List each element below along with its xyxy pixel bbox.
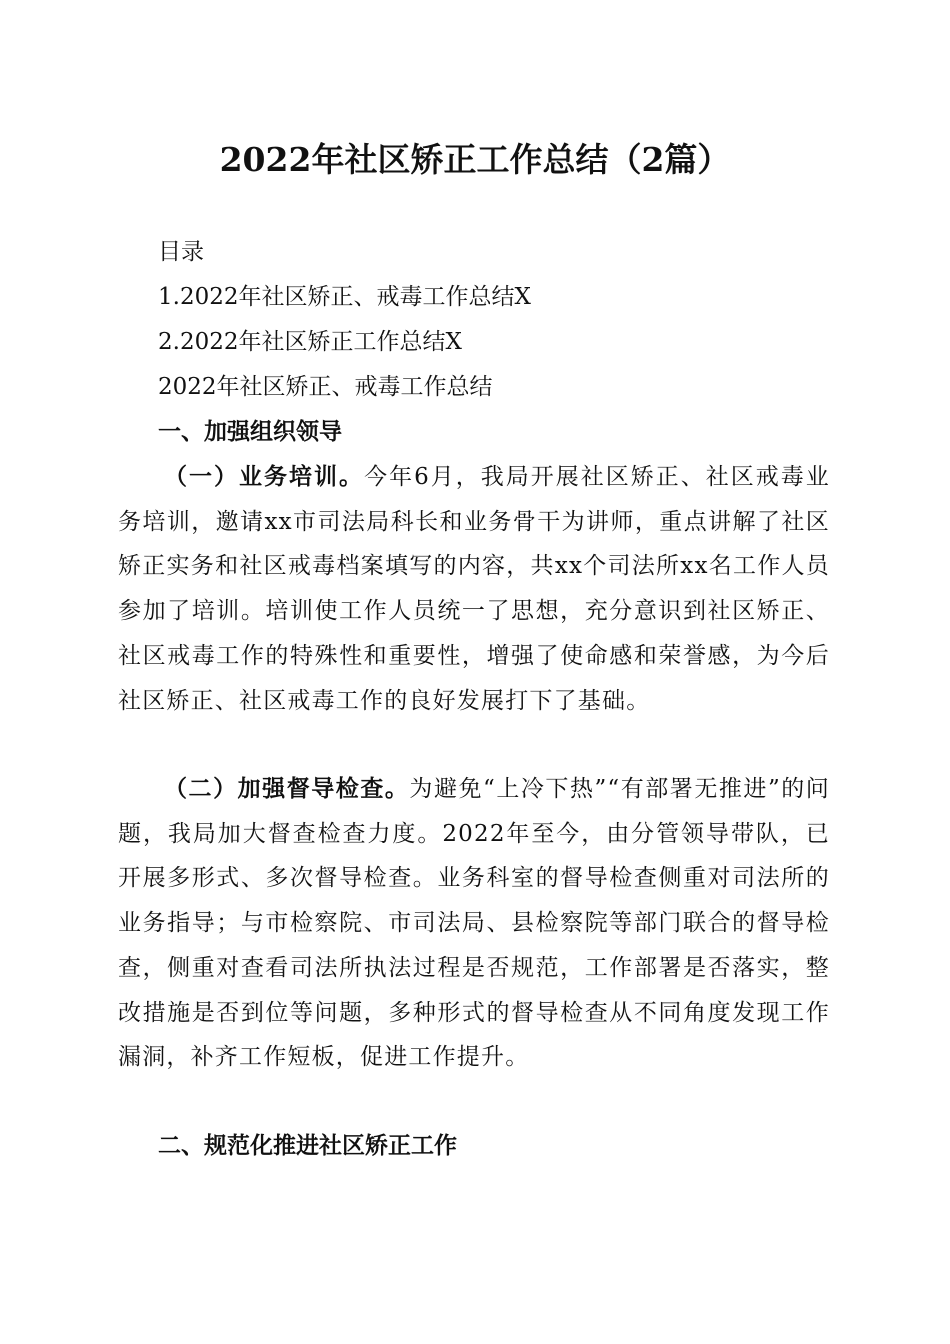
toc-item-1[interactable]: 1.2022年社区矫正、戒毒工作总结X bbox=[158, 284, 531, 310]
paragraph-training-lead: （一）业务培训。 bbox=[164, 464, 365, 490]
toc-item-2[interactable]: 2.2022年社区矫正工作总结X bbox=[158, 329, 462, 355]
article-title: 2022年社区矫正、戒毒工作总结 bbox=[158, 374, 493, 400]
paragraph-supervision-lead: （二）加强督导检查。 bbox=[164, 776, 410, 802]
paragraph-supervision-body: 为避免“上冷下热”“有部署无推进”的问题，我局加大督查检查力度。2022年至今，由分管领导带队，已开展多形式、多次督导检查。业务科室的督导检查侧重对司法所的业务指导；与市检察院、市司法局、县检察院等部门联合的督导检查，侧重对查看司法所执法过程是否规范，工作部署是否落实，整改措施是否到位等问题，多种形式的督导检查从不同角度发现工作漏洞，补齐工作短板，促进工作提升。 bbox=[118, 776, 831, 1071]
section-2-heading: 二、规范化推进社区矫正工作 bbox=[158, 1133, 457, 1159]
toc-label: 目录 bbox=[158, 239, 204, 265]
paragraph-supervision bbox=[118, 767, 830, 1080]
paragraph-training bbox=[118, 455, 830, 723]
section-1-heading: 一、加强组织领导 bbox=[158, 419, 342, 445]
document-title: 2022年社区矫正工作总结（2篇） bbox=[219, 140, 731, 179]
paragraph-training-body: 今年6月，我局开展社区矫正、社区戒毒业务培训，邀请xx市司法局科长和业务骨干为讲师，重点讲解了社区矫正实务和社区戒毒档案填写的内容，共xx个司法所xx名工作人员参加了培训。培训使工作人员统一了思想，充分意识到社区矫正、社区戒毒工作的特殊性和重要性，增强了使命感和荣誉感，为今后社区矫正、社区戒毒工作的良好发展打下了基础。 bbox=[118, 464, 831, 714]
